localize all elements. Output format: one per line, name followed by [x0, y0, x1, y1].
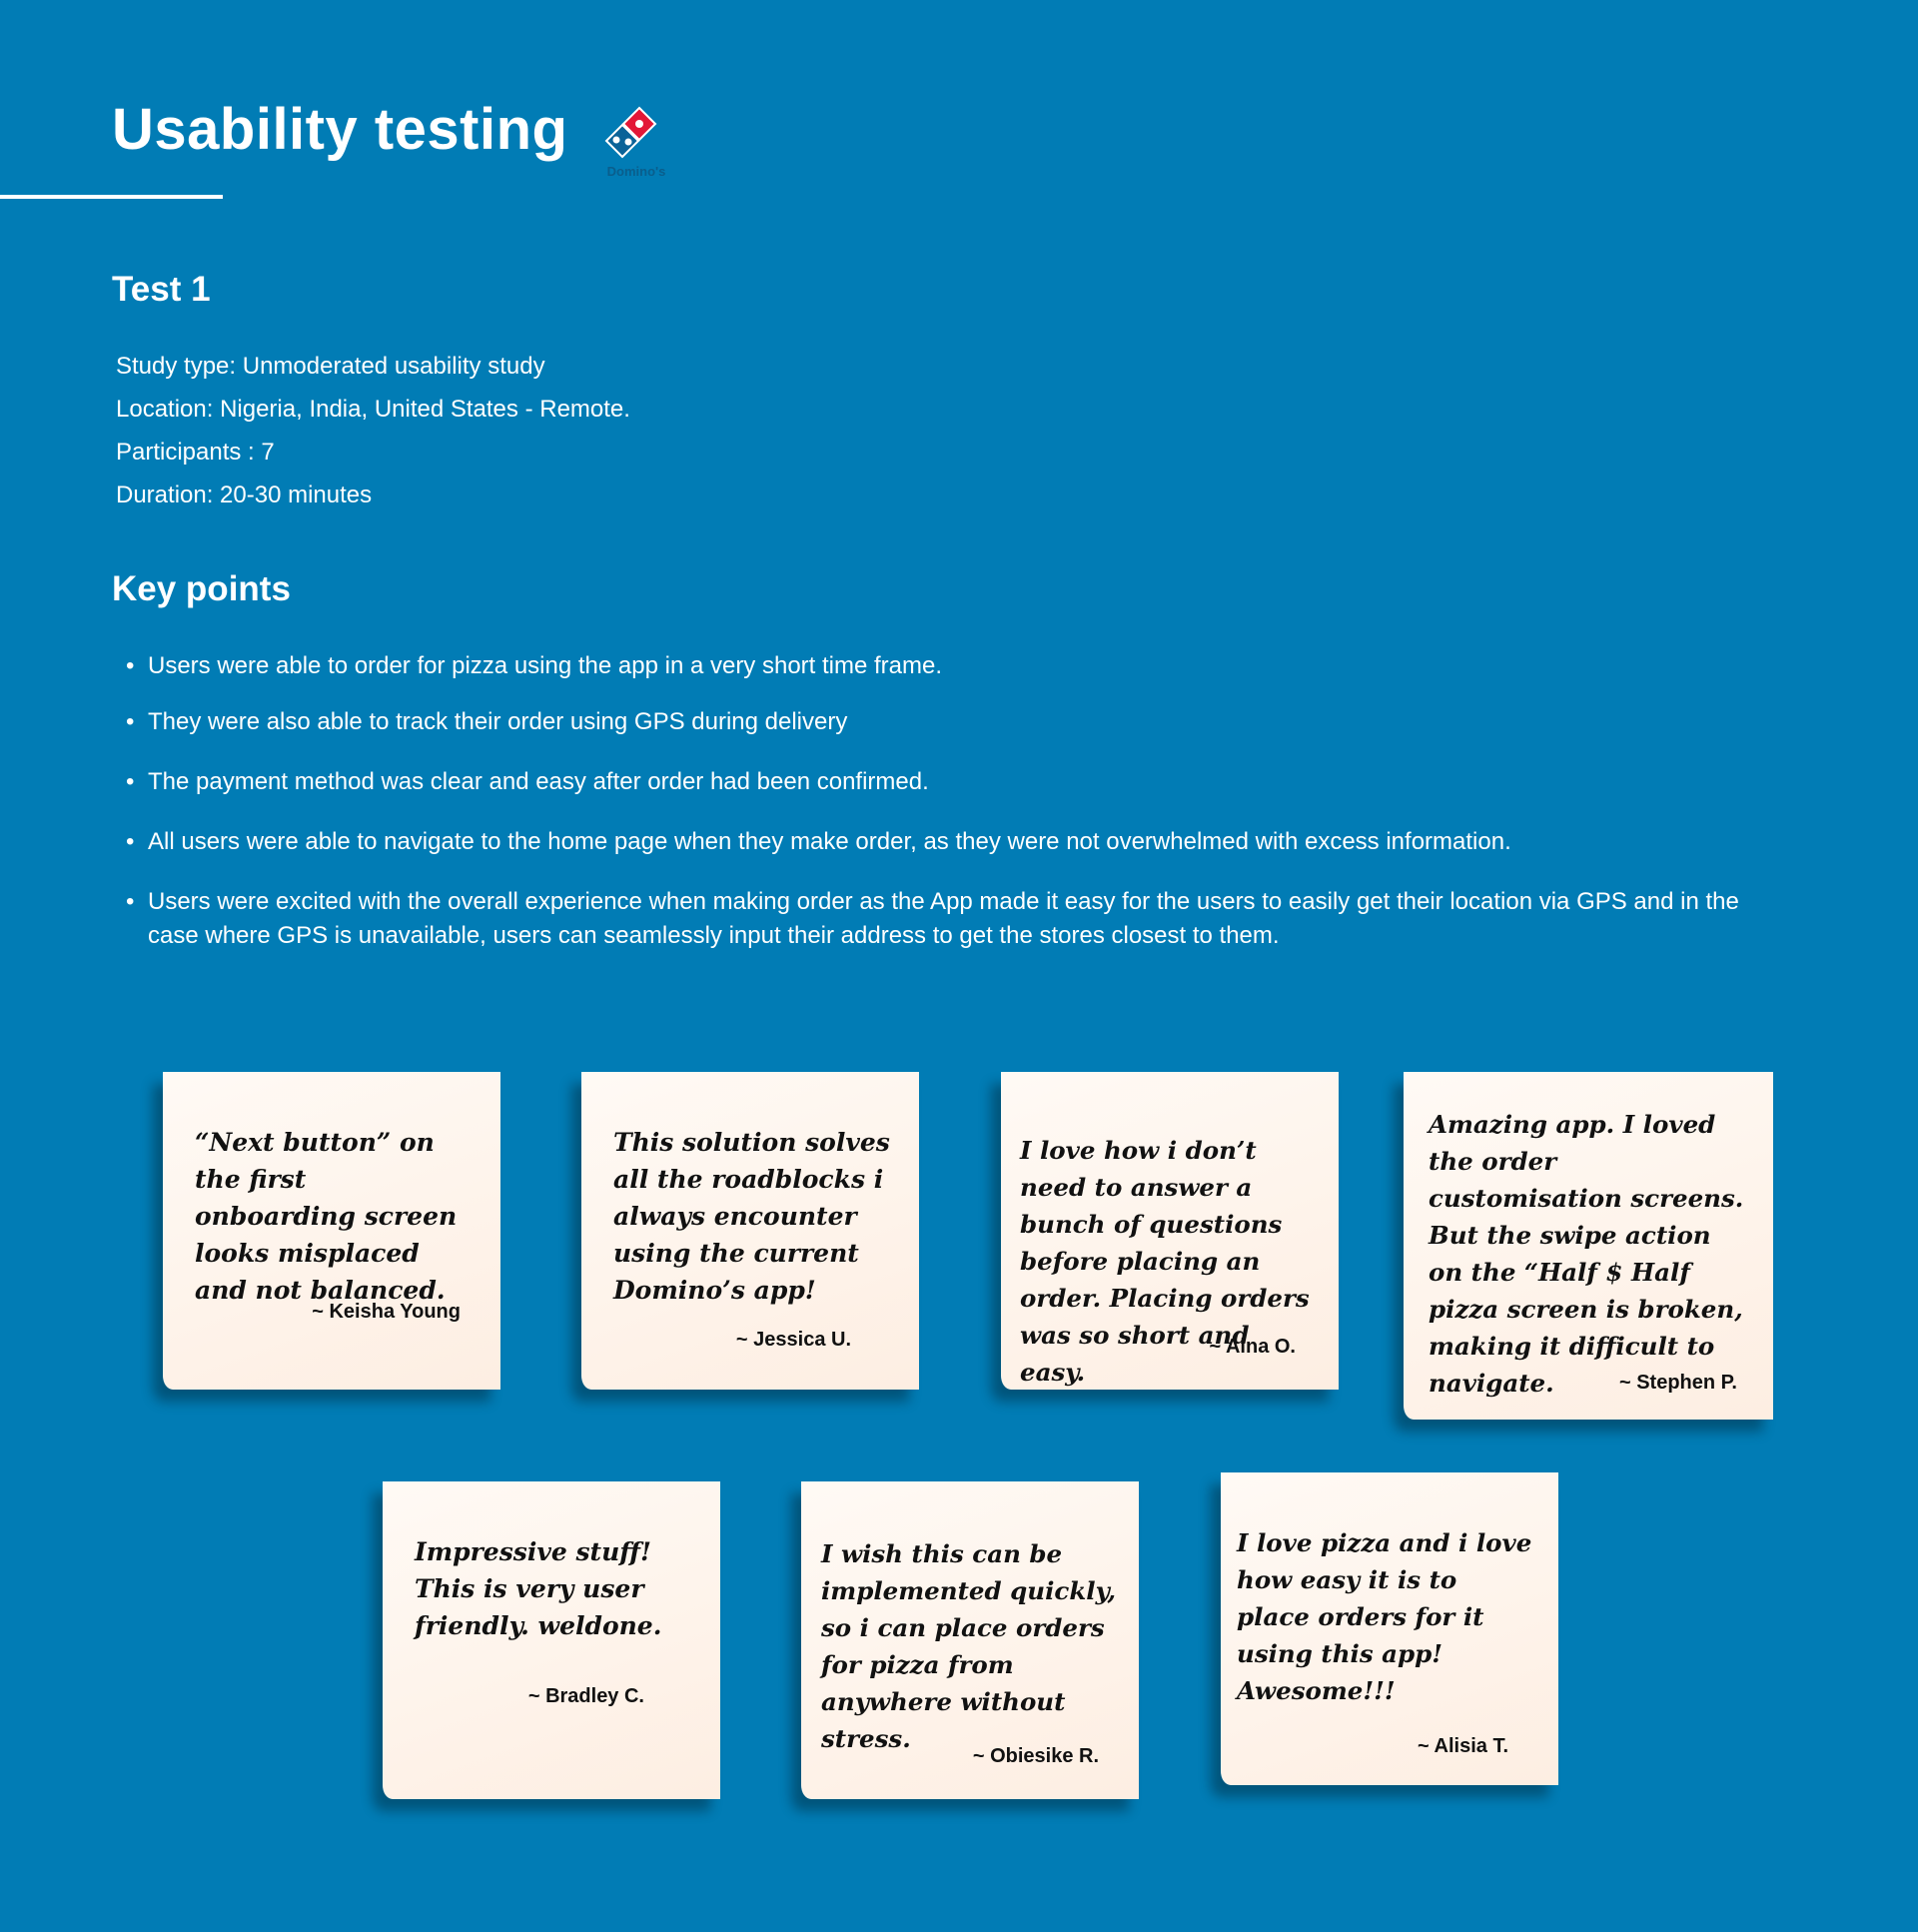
note-author: ~ Jessica U. [735, 1329, 851, 1351]
note-quote: I love how i don’t need to answer a bunch of questions before placing an order. Placing orders was so short and easy. [1020, 1136, 1310, 1387]
study-duration: Duration: 20-30 minutes [116, 482, 373, 508]
note-author: ~ Obiesike R. [972, 1745, 1099, 1767]
logo-wordmark: Domino's [606, 164, 666, 179]
note-author: ~ Bradley C. [527, 1685, 644, 1707]
title-underline [0, 195, 223, 199]
feedback-sticky-note [163, 1072, 500, 1390]
dominos-logo-icon [595, 102, 677, 166]
note-quote: Impressive stuff! This is very user friendly. weldone. [415, 1537, 662, 1640]
feedback-sticky-note [1001, 1072, 1339, 1390]
note-quote: This solution solves all the roadblocks i always encounter using the current Domino’s app! [613, 1128, 890, 1305]
note-quote: “Next button” on the first onboarding screen looks misplaced and not balanced. [195, 1128, 458, 1305]
note-author: ~ Alisia T. [1418, 1735, 1508, 1757]
study-details [116, 345, 630, 516]
key-points-list [126, 649, 1784, 953]
note-author: ~ Stephen P. [1618, 1372, 1737, 1394]
study-location: Location: Nigeria, India, United States - Remote. [116, 396, 630, 423]
key-point-item: • They were also able to track their order using GPS during delivery [126, 705, 1784, 739]
key-point-item: • The payment method was clear and easy after order had been confirmed. [126, 765, 1784, 799]
key-point-item: • Users were able to order for pizza using the app in a very short time frame. [126, 649, 1784, 683]
study-type: Study type: Unmoderated usability study [116, 353, 545, 380]
note-author: ~ Aina O. [1209, 1336, 1296, 1358]
note-quote: Amazing app. I loved the order customisation screens. But the swipe action on the “Half $ Half pizza screen is broken, making it difficult to navigate. [1429, 1110, 1744, 1398]
key-points-heading: Key points [112, 569, 291, 608]
key-point-item: • Users were excited with the overall experience when making order as the App made it easy for the users to easily get their location via GPS and in the case where GPS is unavailable, users can seamlessly input their address to get the stores closest to them. [126, 885, 1784, 953]
note-quote: I love pizza and i love how easy it is to place orders for it using this app! Awesome!!! [1237, 1528, 1532, 1705]
test-heading: Test 1 [112, 270, 211, 309]
note-author: ~ Keisha Young [312, 1301, 461, 1323]
page-title: Usability testing [112, 97, 568, 162]
dominos-logo [595, 102, 677, 182]
feedback-sticky-note [581, 1072, 919, 1390]
key-point-item: • All users were able to navigate to the home page when they make order, as they were not overwhelmed with excess information. [126, 825, 1784, 859]
note-quote: I wish this can be implemented quickly, so i can place orders for pizza from anywhere without stress. [821, 1539, 1117, 1753]
feedback-sticky-note [383, 1481, 720, 1799]
study-participants: Participants : 7 [116, 439, 275, 466]
feedback-sticky-note [801, 1481, 1139, 1799]
feedback-sticky-note [1404, 1072, 1773, 1420]
feedback-sticky-note [1221, 1472, 1558, 1785]
